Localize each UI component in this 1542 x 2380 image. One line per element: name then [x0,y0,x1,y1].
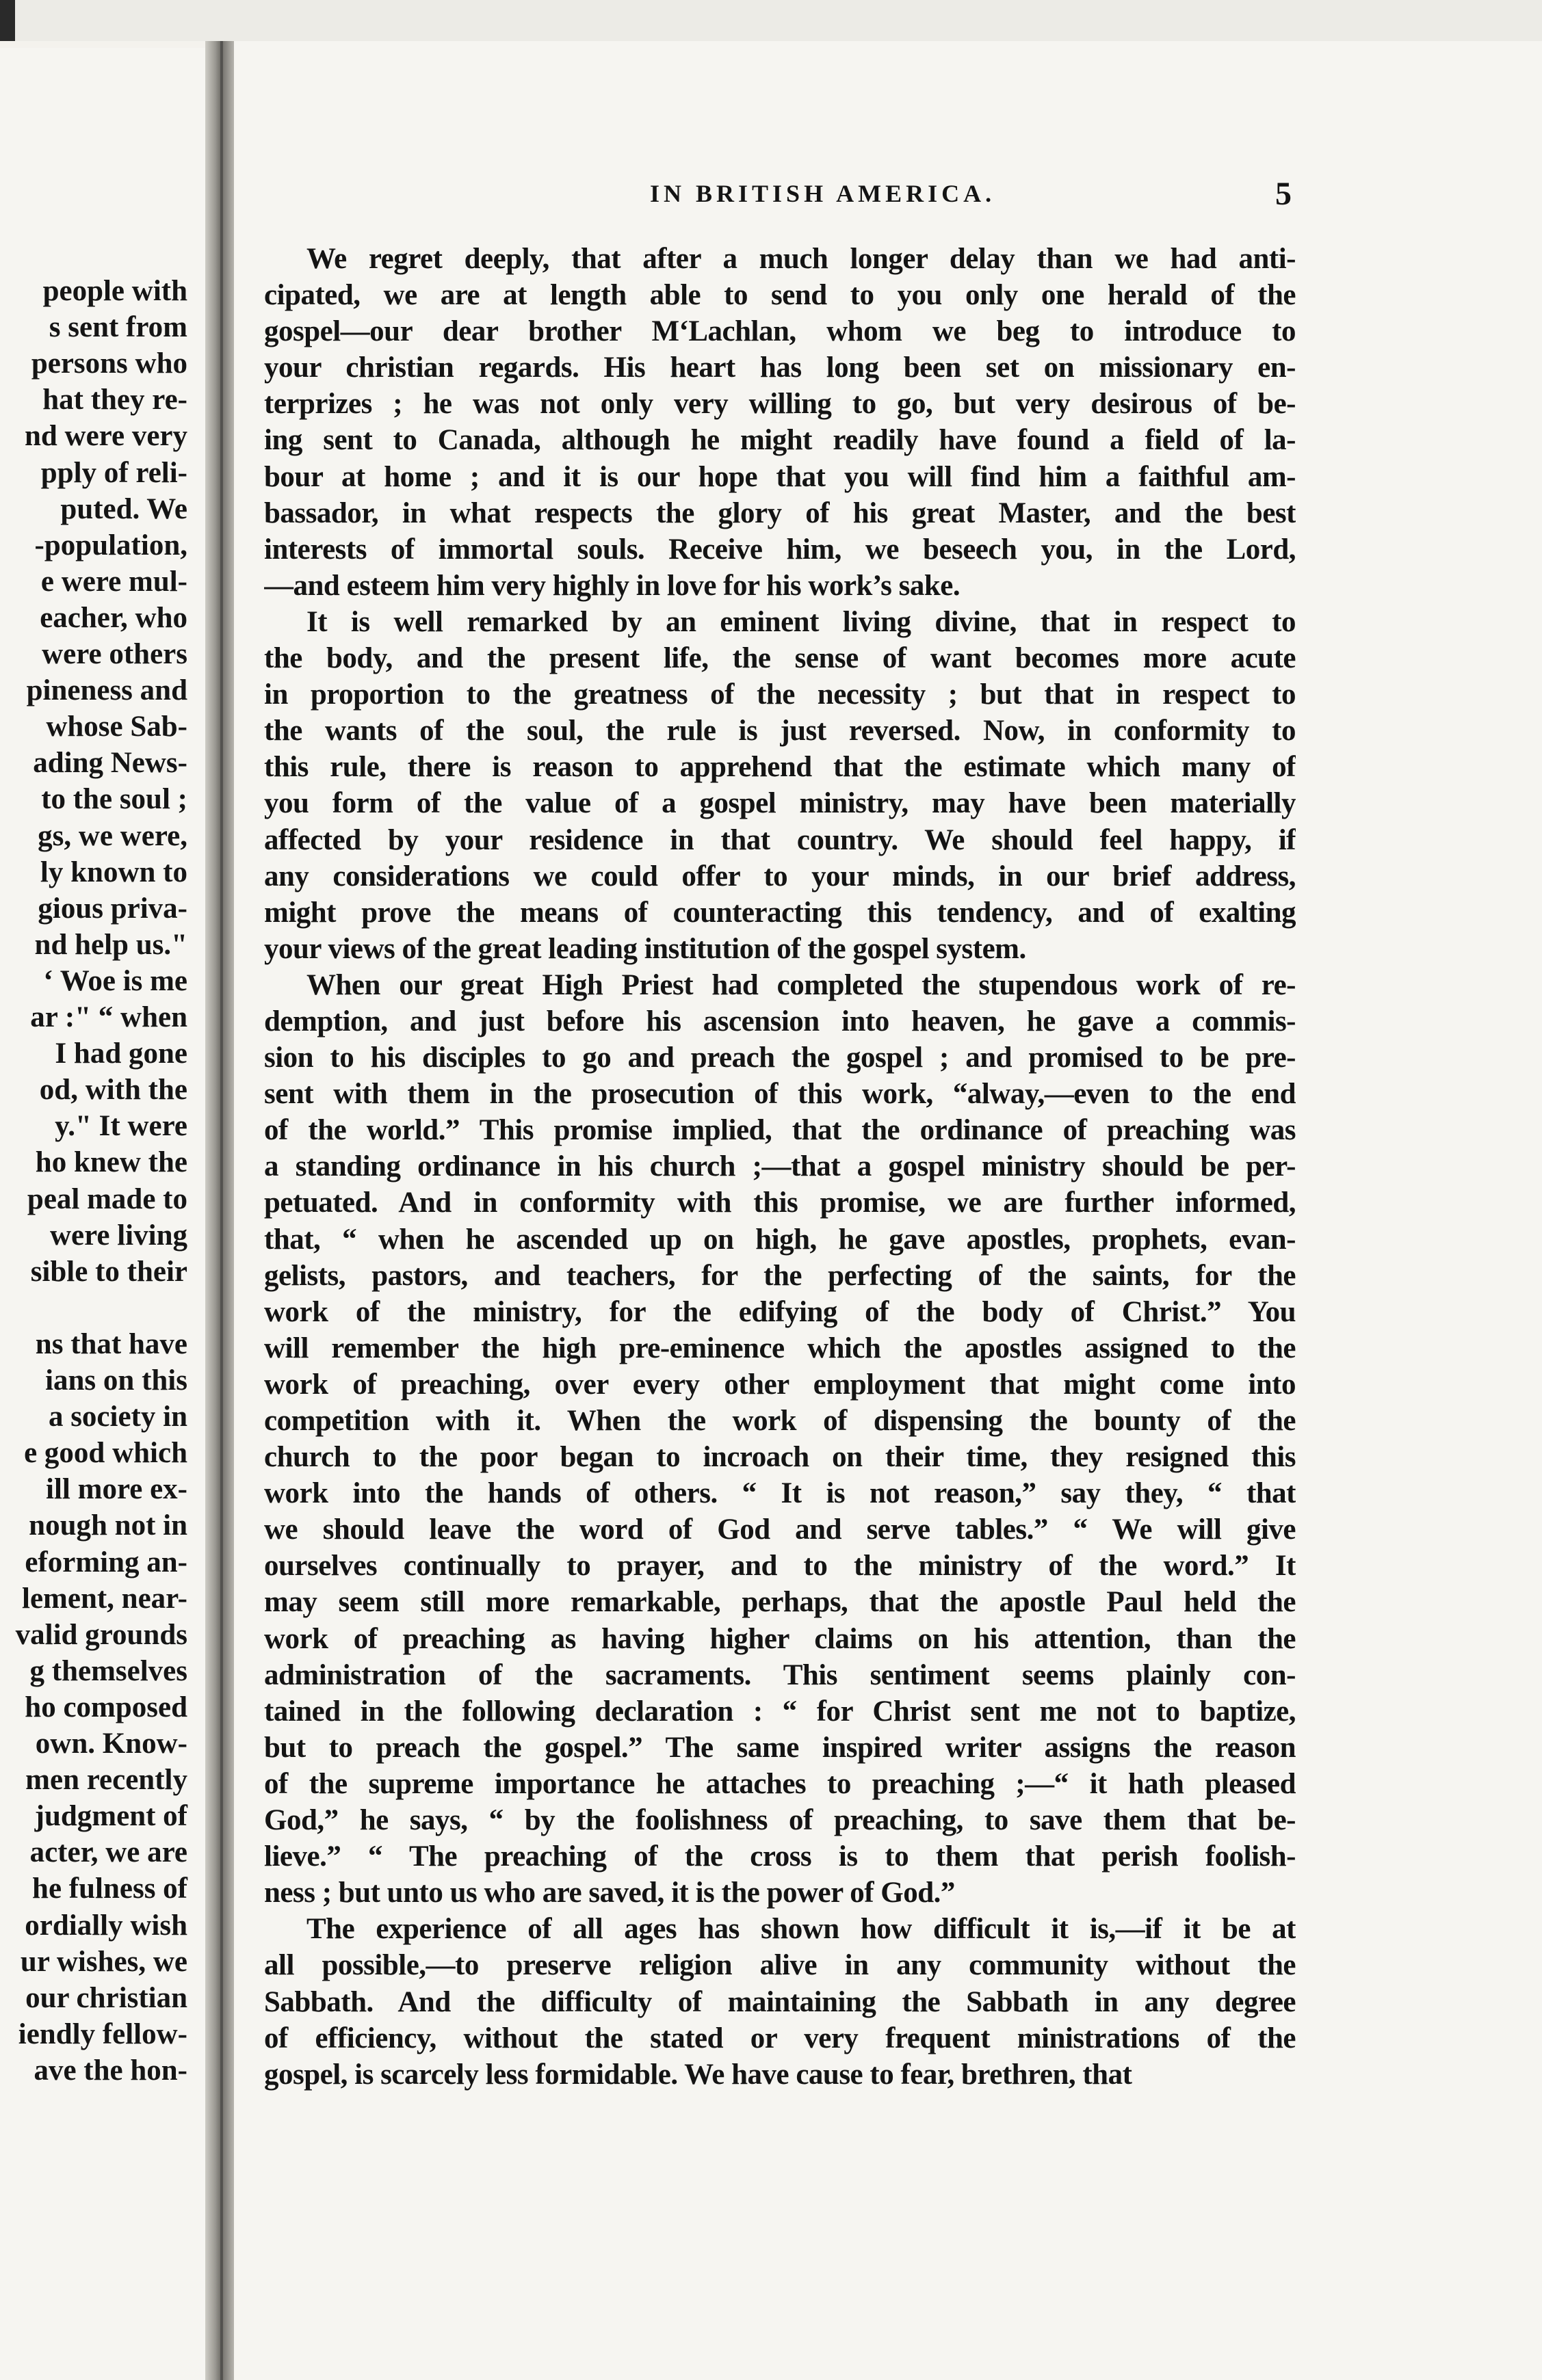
text-line: all possible,—to preserve religion alive in any community without the [264,1949,1296,1982]
text-line: sion to his disciples to go and preach the gospel ; and promised to be pre- [264,1042,1296,1074]
left-page-line: nd help us." [34,928,187,961]
text-line: bassador, in what respects the glory of his great Master, and the best [264,497,1296,529]
text-line: work of preaching as having higher claims on his attention, than the [264,1622,1296,1655]
text-line: may seem still more remarkable, perhaps, that the apostle Paul held the [264,1586,1296,1619]
text-line: in proportion to the greatness of the necessity ; but that in respect to [264,678,1296,711]
left-page-line: valid grounds [15,1618,187,1651]
left-page-line: peal made to [27,1182,187,1215]
text-line: affected by your residence in that country. We should feel happy, if [264,823,1296,856]
text-line: administration of the sacraments. This sentiment seems plainly con- [264,1658,1296,1691]
left-page-line: nough not in [29,1509,187,1542]
left-page-line: sible to their [30,1255,187,1288]
body-text [264,241,1296,2093]
text-line: It is well remarked by an eminent living divine, that in respect to [306,605,1296,638]
left-page-line: nd were very [24,420,187,453]
left-page-line: ordially wish [25,1909,187,1942]
left-page-line: ur wishes, we [20,1945,187,1978]
text-line: cipated, we are at length able to send to you only one herald of the [264,279,1296,312]
left-page-line: were living [49,1219,187,1252]
text-line: your christian regards. His heart has long been set on missionary en- [264,352,1296,384]
text-line: a standing ordinance in his church ;—that a gospel ministry should be per- [264,1150,1296,1183]
text-line: ourselves continually to prayer, and to the ministry of the word.” It [264,1550,1296,1583]
left-page-line: ns that have [35,1327,187,1360]
left-page-line: ave the hon- [34,2054,187,2087]
text-line: work into the hands of others. “ It is not reason,” say they, “ that [264,1477,1296,1510]
text-line: you form of the value of a gospel ministry, may have been materially [264,787,1296,820]
text-line: petuated. And in conformity with this promise, we are further informed, [264,1187,1296,1219]
text-line: tained in the following declaration : “ for Christ sent me not to baptize, [264,1695,1296,1728]
text-line: of the supreme importance he attaches to preaching ;—“ it hath pleased [264,1767,1296,1800]
text-line: bour at home ; and it is our hope that you will find him a faithful am- [264,460,1296,493]
left-page-line: od, with the [39,1074,187,1107]
gutter-shadow-line [220,41,223,2380]
left-page-line: e good which [24,1437,187,1470]
scan-corner-mark [0,0,15,41]
left-page-line: ly known to [40,856,187,888]
left-page-line: a society in [48,1401,187,1433]
text-line: of efficiency, without the stated or very frequent ministrations of the [264,2022,1296,2054]
left-page-line: whose Sab- [46,711,187,743]
text-line: We regret deeply, that after a much longer delay than we had anti- [306,243,1296,275]
text-line: work of the ministry, for the edifying of the body of Christ.” You [264,1295,1296,1328]
text-line: we should leave the word of God and serve tables.” “ We will give [264,1513,1296,1546]
left-page-line: -population, [34,529,187,561]
paragraph [264,604,1296,967]
book-gutter [205,41,234,2380]
left-page-line: puted. We [60,492,187,525]
left-page-line: hat they re- [42,384,187,416]
text-line: The experience of all ages has shown how difficult it is,—if it be at [306,1913,1296,1946]
text-line: demption, and just before his ascension into heaven, he gave a commis- [264,1005,1296,1037]
left-page-line: ho knew the [35,1146,187,1179]
left-page-line: gious priva- [38,892,187,925]
left-page-line: s sent from [49,311,187,344]
left-page-line: were others [42,638,187,670]
paragraph [264,967,1296,1911]
text-line: this rule, there is reason to apprehend that the estimate which many of [264,751,1296,784]
left-page-line: pineness and [26,674,187,707]
left-page-line: iendly fellow- [18,2018,187,2050]
page-header [650,176,1334,220]
left-page-line: to the soul ; [41,783,187,816]
text-line: ness ; but unto us who are saved, it is the power of God.” [264,1877,955,1909]
text-line: Sabbath. And the difficulty of maintaining the Sabbath in any degree [264,1985,1296,2018]
page-number: 5 [1275,176,1292,212]
left-page-line: eacher, who [40,601,187,634]
scan-top-margin [0,0,1542,41]
text-line: sent with them in the prosecution of this work, “alway,—even to the end [264,1078,1296,1111]
text-line: —and esteem him very highly in love for his work’s sake. [264,569,961,602]
left-page-line: judgment of [34,1800,187,1833]
text-line: work of preaching, over every other employment that might come into [264,1368,1296,1401]
text-line: God,” he says, “ by the foolishness of preaching, to save them that be- [264,1804,1296,1837]
left-page-line: men recently [25,1764,187,1797]
text-line: of the world.” This promise implied, that the ordinance of preaching was [264,1114,1296,1147]
left-page-line: g themselves [29,1654,187,1687]
text-line: any considerations we could offer to your minds, in our brief address, [264,860,1296,892]
text-line: the body, and the present life, the sense of want becomes more acute [264,642,1296,675]
left-page-line: lement, near- [22,1582,187,1615]
left-page-line: y." It were [55,1110,187,1143]
text-line: terprizes ; he was not only very willing to go, but very desirous of be- [264,388,1296,421]
left-page-line: our christian [25,1981,187,2014]
text-line: ing sent to Canada, although he might readily have found a field of la- [264,424,1296,457]
left-page-line: I had gone [55,1037,187,1070]
text-line: that, “ when he ascended up on high, he gave apostles, prophets, evan- [264,1223,1296,1256]
text-line: but to preach the gospel.” The same inspired writer assigns the reason [264,1731,1296,1764]
text-line: gospel, is scarcely less formidable. We have cause to fear, brethren, that [264,2058,1132,2091]
text-line: the wants of the soul, the rule is just reversed. Now, in conformity to [264,715,1296,748]
text-line: gelists, pastors, and teachers, for the perfecting of the saints, for the [264,1259,1296,1292]
left-page-line: own. Know- [35,1728,187,1760]
text-line: competition with it. When the work of dispensing the bounty of the [264,1405,1296,1437]
left-page-line: pply of reli- [40,456,187,489]
left-page-line: acter, we are [29,1836,187,1869]
running-head: IN BRITISH AMERICA. [650,180,996,207]
left-page-line: eforming an- [25,1546,187,1578]
text-line: lieve.” “ The preaching of the cross is to them that perish foolish- [264,1840,1296,1873]
left-page-line: he fulness of [32,1873,187,1905]
left-page-fragment [0,48,205,2380]
text-line: your views of the great leading institution of the gospel system. [264,932,1026,965]
left-page-line: e were mul- [40,565,187,598]
left-page-line: people with [42,275,187,307]
left-page-line: ‘ Woe is me [43,964,187,997]
left-page-line: ians on this [45,1364,187,1397]
left-page-line: gs, we were, [38,819,187,852]
text-line: will remember the high pre-eminence which the apostles assigned to the [264,1332,1296,1364]
text-line: When our great High Priest had completed the stupendous work of re- [306,968,1296,1001]
text-line: gospel—our dear brother M‘Lachlan, whom we beg to introduce to [264,315,1296,348]
left-page-line: ho composed [25,1691,187,1723]
left-page-line: ading News- [33,747,187,780]
text-line: church to the poor began to incroach on their time, they resigned this [264,1441,1296,1474]
paragraph [264,1911,1296,2092]
left-page-line: persons who [31,347,187,380]
text-line: might prove the means of counteracting this tendency, and of exalting [264,896,1296,929]
text-line: interests of immortal souls. Receive him, we beseech you, in the Lord, [264,533,1296,566]
left-page-line: ill more ex- [46,1473,187,1506]
paragraph [264,241,1296,604]
left-page-line: ar :" “ when [30,1001,187,1033]
